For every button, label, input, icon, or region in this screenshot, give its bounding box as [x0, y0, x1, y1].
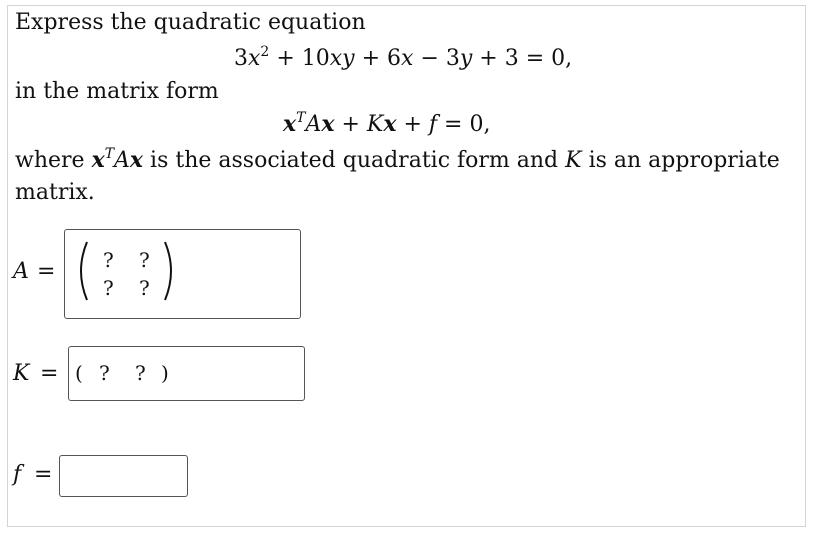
K-cell-2[interactable]: ?	[135, 361, 146, 385]
where-line-2: matrix.	[15, 180, 95, 205]
K-open-paren: (	[75, 361, 83, 385]
where-line: where $x^TAx$ is the associated quadratic form and K is an appropriate	[15, 146, 780, 173]
f-label: f	[13, 462, 22, 487]
intro-text: Express the quadratic equation	[15, 10, 366, 35]
f-input[interactable]	[59, 455, 188, 497]
A-matrix-input[interactable]	[64, 229, 301, 319]
quadratic-equation: $3x^2 + 10xy + 6x - 3y + 3 = 0$,	[234, 44, 573, 71]
K-label: K	[13, 361, 30, 386]
K-close-paren: )	[161, 361, 169, 385]
matrix-form-text: in the matrix form	[15, 79, 219, 104]
A-equals: =	[37, 259, 56, 284]
f-equals: =	[34, 462, 53, 487]
A-label: A	[13, 259, 29, 284]
K-equals: =	[40, 361, 59, 386]
right-paren-icon	[161, 240, 181, 302]
A-cell-22[interactable]: ?	[139, 276, 150, 300]
A-cell-12[interactable]: ?	[139, 248, 150, 272]
A-cell-21[interactable]: ?	[103, 276, 114, 300]
K-vector-input[interactable]	[68, 346, 305, 401]
K-cell-1[interactable]: ?	[99, 361, 110, 385]
A-cell-11[interactable]: ?	[103, 248, 114, 272]
left-paren-icon	[71, 240, 91, 302]
matrix-form-equation: $x^TAx + Kx + f = 0$,	[283, 110, 491, 137]
